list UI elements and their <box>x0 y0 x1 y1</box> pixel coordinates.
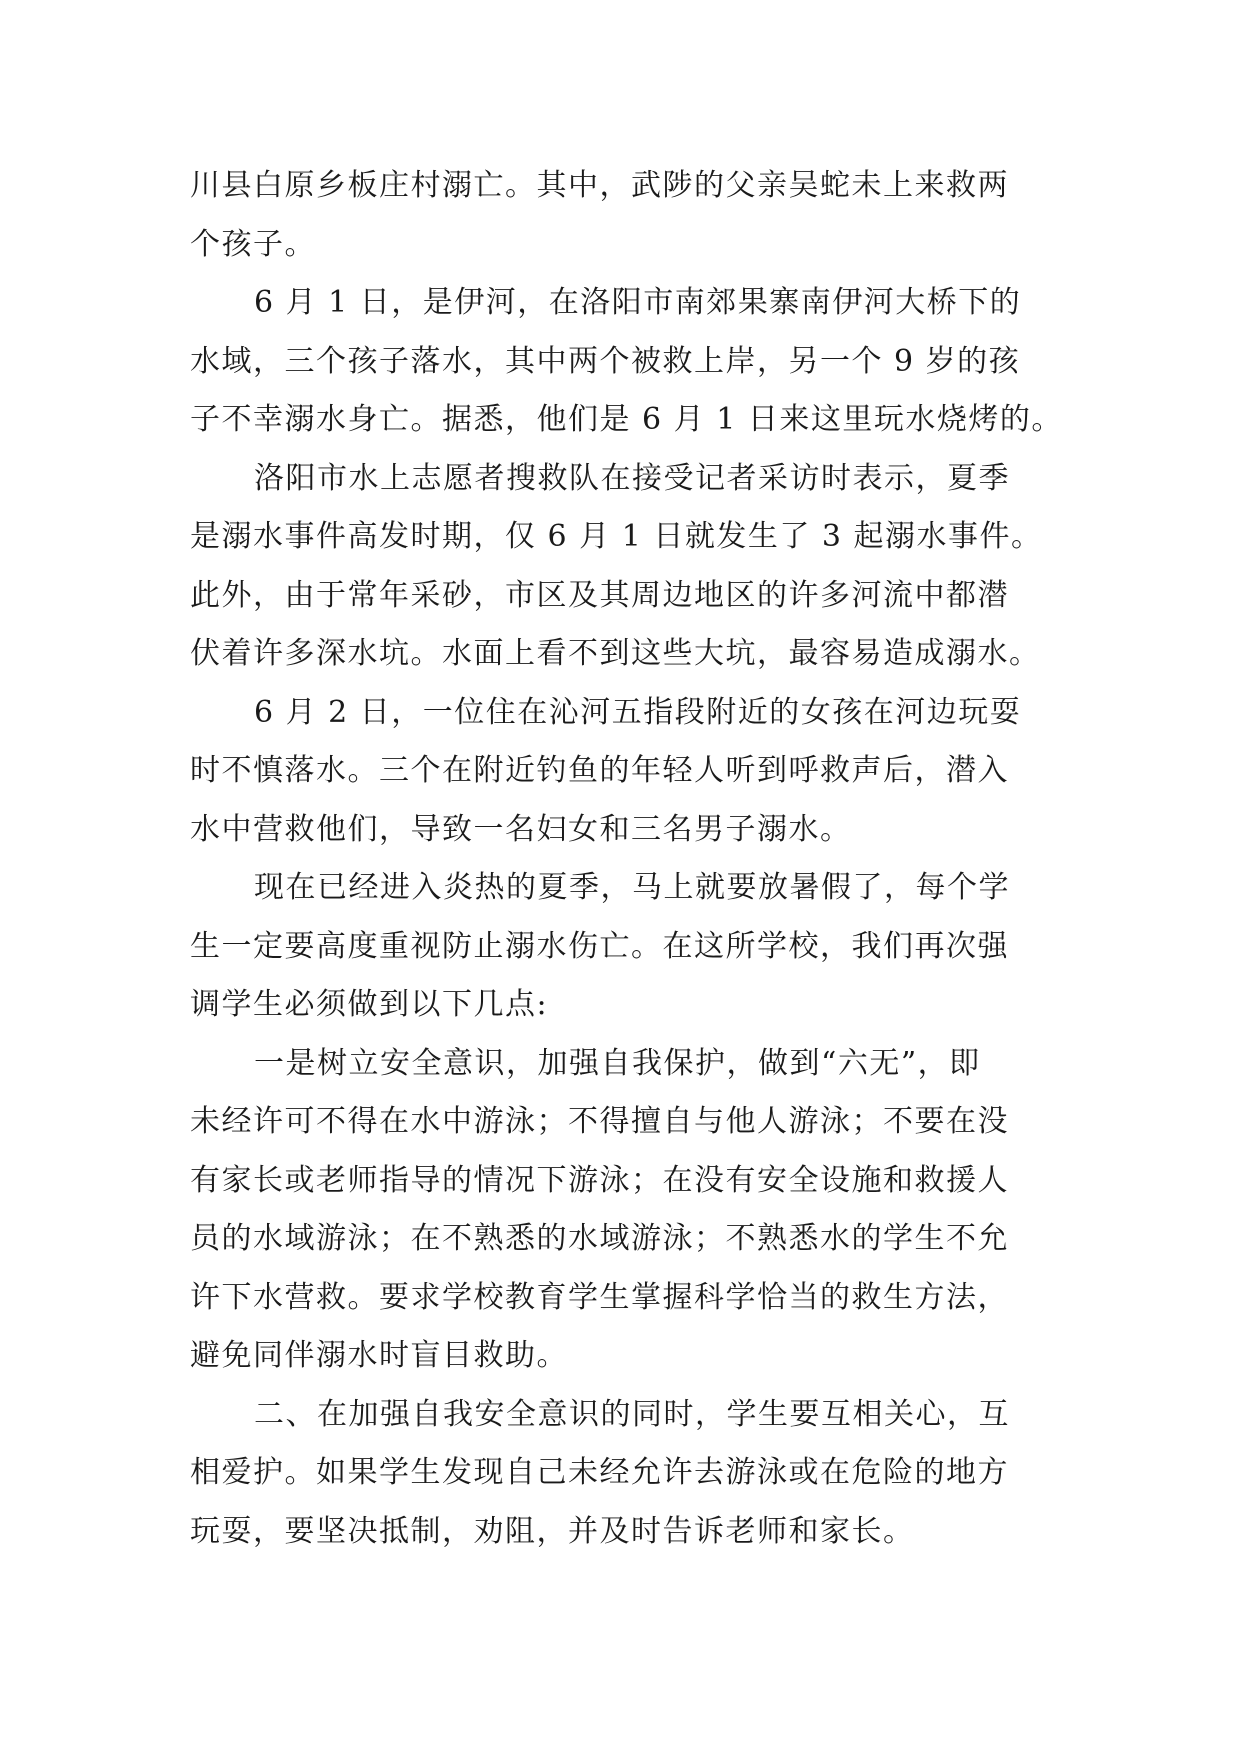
text-line: 许下水营救。要求学校教育学生掌握科学恰当的救生方法， <box>190 1279 1009 1315</box>
text-line: 避免同伴溺水时盲目救助。 <box>190 1338 568 1373</box>
text-line: 一是树立安全意识，加强自我保护，做到“六无”，即 <box>254 1045 981 1081</box>
text-line: 时不慎落水。三个在附近钓鱼的年轻人听到呼救声后，潜入 <box>190 753 1009 788</box>
text-line: 个孩子。 <box>190 226 316 262</box>
paragraph <box>190 859 1090 1035</box>
paragraph <box>190 1035 1090 1386</box>
text-line: 调学生必须做到以下几点: <box>190 987 549 1022</box>
text-line: 水域，三个孩子落水，其中两个被救上岸，另一个 9 岁的孩 <box>190 343 1021 379</box>
text-line: 子不幸溺水身亡。据悉，他们是 6 月 1 日来这里玩水烧烤的。 <box>190 402 1063 437</box>
text-line: 6 月 2 日，一位住在沁河五指段附近的女孩在河边玩耍 <box>254 694 1022 730</box>
text-line: 水中营救他们，导致一名妇女和三名男子溺水。 <box>190 811 852 847</box>
text-line: 二、在加强自我安全意识的同时，学生要互相关心，互 <box>254 1396 1010 1432</box>
paragraph <box>190 157 1090 274</box>
paragraph <box>190 274 1090 450</box>
text-line: 生一定要高度重视防止溺水伤亡。在这所学校，我们再次强 <box>190 928 1009 964</box>
text-line: 洛阳市水上志愿者搜救队在接受记者采访时表示，夏季 <box>254 460 1010 496</box>
text-line: 川县白原乡板庄村溺亡。其中，武陟的父亲吴蛇未上来救两 <box>190 168 1009 203</box>
text-line: 员的水域游泳；在不熟悉的水域游泳；不熟悉水的学生不允 <box>190 1221 1009 1256</box>
text-line: 伏着许多深水坑。水面上看不到这些大坑，最容易造成溺水。 <box>190 636 1041 671</box>
text-line: 玩耍，要坚决抵制，劝阻，并及时告诉老师和家长。 <box>190 1513 915 1549</box>
document-body <box>190 157 1090 1561</box>
text-line: 未经许可不得在水中游泳；不得擅自与他人游泳；不要在没 <box>190 1104 1009 1139</box>
paragraph <box>190 684 1090 860</box>
text-line: 是溺水事件高发时期，仅 6 月 1 日就发生了 3 起溺水事件。 <box>190 519 1043 554</box>
paragraph <box>190 450 1090 684</box>
paragraph <box>190 1386 1090 1562</box>
text-line: 有家长或老师指导的情况下游泳；在没有安全设施和救援人 <box>190 1162 1009 1198</box>
text-line: 现在已经进入炎热的夏季，马上就要放暑假了，每个学 <box>254 870 1010 905</box>
text-line: 6 月 1 日，是伊河，在洛阳市南郊果寨南伊河大桥下的 <box>254 285 1022 320</box>
text-line: 此外，由于常年采砂，市区及其周边地区的许多河流中都潜 <box>190 577 1009 613</box>
text-line: 相爱护。如果学生发现自己未经允许去游泳或在危险的地方 <box>190 1455 1009 1490</box>
